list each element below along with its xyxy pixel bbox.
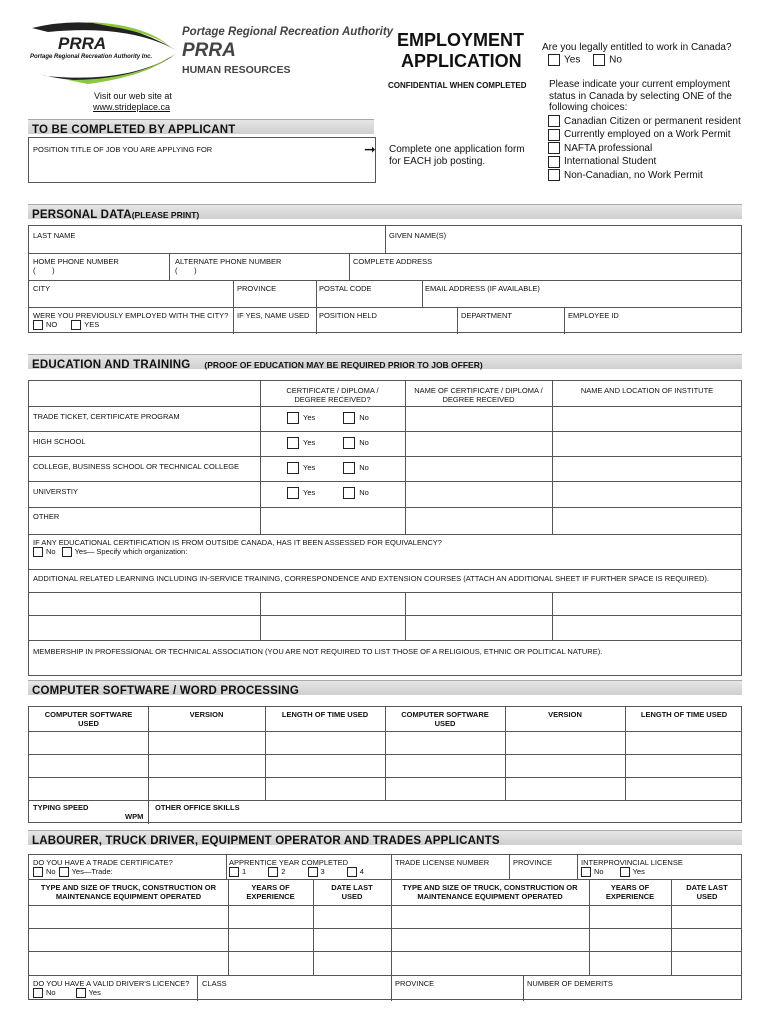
city-label: CITY <box>33 284 51 293</box>
cert-received-header <box>260 386 405 404</box>
entitled-options <box>548 54 622 66</box>
header-line: COMPUTER SOFTWARE <box>44 710 133 719</box>
licence-no-label: No <box>46 988 56 997</box>
software-heading: COMPUTER SOFTWARE / WORD PROCESSING <box>32 685 300 697</box>
edu-row-trade: TRADE TICKET, CERTIFICATE PROGRAM <box>33 412 180 421</box>
status-checkbox[interactable] <box>548 129 560 141</box>
prev-employed-options <box>33 320 99 330</box>
status-option-label: International Student <box>564 156 657 168</box>
prev-yes-label: YES <box>84 320 100 329</box>
outside-canada-question: IF ANY EDUCATIONAL CERTIFICATION IS FROM OUTSIDE CANADA, HAS IT BEEN ASSESSED FOR EQUIVALENCY? <box>33 538 442 547</box>
equipment-col-header <box>29 883 228 901</box>
no-label: No <box>359 437 369 447</box>
org-short: PRRA <box>182 40 236 61</box>
year-label: 2 <box>281 867 286 876</box>
entitled-yes-label: Yes <box>564 54 581 66</box>
date-col-header <box>313 883 391 901</box>
trade-province-label: PROVINCE <box>513 858 553 867</box>
trade-no-checkbox[interactable] <box>33 867 43 877</box>
header-line: COMPUTER SOFTWARE <box>401 710 489 719</box>
education-section-header <box>28 354 742 369</box>
trades-section-header <box>28 830 742 845</box>
header-line: TYPE AND SIZE OF TRUCK, CONSTRUCTION OR <box>402 883 578 892</box>
other-skills-label: OTHER OFFICE SKILLS <box>155 803 240 812</box>
software-section-header <box>28 680 742 695</box>
status-instruction-line: following choices: <box>549 102 628 113</box>
apprentice-options <box>229 867 364 877</box>
address-label: COMPLETE ADDRESS <box>353 257 433 266</box>
drivers-licence-question: DO YOU HAVE A VALID DRIVER'S LICENCE? <box>33 979 190 988</box>
interprovincial-label: INTERPROVINCIAL LICENSE <box>581 858 683 867</box>
trade-yes-label: Yes—Trade: <box>71 867 113 876</box>
equipment-col-header <box>391 883 589 901</box>
entitled-no-checkbox[interactable] <box>593 54 605 66</box>
yes-label: Yes <box>303 462 316 472</box>
status-option[interactable] <box>548 115 741 128</box>
applicant-section-header <box>28 119 374 134</box>
education-heading: EDUCATION AND TRAINING <box>32 359 191 371</box>
outside-yes-label: Yes— Specify which organization: <box>74 547 188 556</box>
demerits-label: NUMBER OF DEMERITS <box>527 979 613 988</box>
status-instructions <box>549 79 732 114</box>
inter-yes-checkbox[interactable] <box>620 867 630 877</box>
status-checkbox[interactable] <box>548 115 560 127</box>
no-checkbox[interactable] <box>343 412 355 424</box>
department-label: DEPARTMENT <box>461 311 512 320</box>
years-col-header <box>228 883 313 901</box>
length-col-header: LENGTH OF TIME USED <box>281 710 369 719</box>
confidential-note: CONFIDENTIAL WHEN COMPLETED <box>388 81 527 90</box>
header-line: YEARS OF <box>251 883 290 892</box>
personal-heading: PERSONAL DATA <box>32 209 132 221</box>
status-options <box>548 115 741 182</box>
status-option-label: Currently employed on a Work Permit <box>564 129 731 141</box>
inter-no-label: No <box>594 867 604 876</box>
membership-label: MEMBERSHIP IN PROFESSIONAL OR TECHNICAL ASSOCIATION (YOU ARE NOT REQUIRED TO LIST THOSE OF A RELIGIOUS, ETHNIC OR POLITICAL NATURE). <box>33 647 603 656</box>
yes-label: Yes <box>303 487 316 497</box>
position-held-label: POSITION HELD <box>319 311 377 320</box>
website-link[interactable]: www.strideplace.ca <box>93 102 171 112</box>
header-line: USED <box>78 719 99 728</box>
apprentice-label: APPRENTICE YEAR COMPLETED <box>229 858 349 867</box>
header-line: MAINTENANCE EQUIPMENT OPERATED <box>55 892 202 901</box>
software-col-header <box>29 710 148 728</box>
no-checkbox[interactable] <box>343 437 355 449</box>
status-option[interactable] <box>548 128 741 141</box>
visit-text: Visit our web site at <box>94 91 172 101</box>
prev-employed-label: WERE YOU PREVIOUSLY EMPLOYED WITH THE CITY? <box>33 311 229 320</box>
licence-yes-label: Yes <box>88 988 101 997</box>
edu-row-other: OTHER <box>33 512 60 521</box>
status-option-label: NAFTA professional <box>564 142 653 154</box>
outside-yes-checkbox[interactable] <box>62 547 72 557</box>
note-line: for EACH job posting. <box>389 156 486 167</box>
position-field[interactable] <box>28 137 376 183</box>
trades-heading: LABOURER, TRUCK DRIVER, EQUIPMENT OPERATOR AND TRADES APPLICANTS <box>32 835 500 847</box>
header-line: USED <box>434 719 456 728</box>
applicant-heading: TO BE COMPLETED BY APPLICANT <box>32 124 236 136</box>
form-title-1: EMPLOYMENT <box>397 30 525 50</box>
note-line: Complete one application form <box>389 144 525 155</box>
header-line: NAME OF CERTIFICATE / DIPLOMA / <box>414 386 543 395</box>
interprovincial-options <box>581 867 645 877</box>
institute-header: NAME AND LOCATION OF INSTITUTE <box>580 386 714 395</box>
alt-phone-paren: ( ) <box>175 266 197 275</box>
personal-section-header <box>28 204 742 219</box>
personal-grid <box>28 225 742 333</box>
software-grid <box>28 706 742 823</box>
header-line: USED <box>341 892 363 901</box>
status-option-label: Non-Canadian, no Work Permit <box>564 169 703 181</box>
arrow-right-icon: ➞ <box>364 141 376 157</box>
org-name: Portage Regional Recreation Authority <box>182 26 394 38</box>
outside-no-label: No <box>46 547 56 556</box>
edu-row-highschool: HIGH SCHOOL <box>33 437 86 446</box>
status-option[interactable] <box>548 142 741 155</box>
trades-grid <box>28 854 742 1000</box>
status-instruction-line: Please indicate your current employment <box>549 79 731 90</box>
year-checkbox[interactable] <box>268 867 278 877</box>
postal-label: POSTAL CODE <box>319 284 372 293</box>
license-number-label: TRADE LICENSE NUMBER <box>395 858 490 867</box>
outside-no-checkbox[interactable] <box>33 547 43 557</box>
edu-yes-no <box>287 462 369 474</box>
home-phone-paren: ( ) <box>33 266 55 275</box>
status-option[interactable] <box>548 155 741 168</box>
licence-no-checkbox[interactable] <box>33 988 43 998</box>
status-option-label: Canadian Citizen or permanent resident <box>564 116 741 127</box>
trade-yes-checkbox[interactable] <box>59 867 69 877</box>
dept-name: HUMAN RESOURCES <box>182 64 291 76</box>
given-name-label: GIVEN NAME(S) <box>389 231 447 240</box>
header-line: EXPERIENCE <box>605 892 655 901</box>
yes-checkbox[interactable] <box>287 412 299 424</box>
typing-speed-label: TYPING SPEED <box>33 803 89 812</box>
trade-no-label: No <box>46 867 56 876</box>
yes-checkbox[interactable] <box>287 437 299 449</box>
home-phone-label: HOME PHONE NUMBER <box>33 257 119 266</box>
logo-text: PRRA <box>58 34 107 53</box>
one-form-note <box>389 144 525 168</box>
outside-canada-options <box>33 547 187 557</box>
year-checkbox[interactable] <box>347 867 357 877</box>
logo-subtext: Portage Regional Recreation Authority Inc. <box>30 54 153 60</box>
header-line: MAINTENANCE EQUIPMENT OPERATED <box>417 892 563 901</box>
year-label: 3 <box>320 867 325 876</box>
no-checkbox[interactable] <box>343 487 355 499</box>
entitled-yes-checkbox[interactable] <box>548 54 560 66</box>
status-checkbox[interactable] <box>548 156 560 168</box>
years-col-header <box>589 883 671 901</box>
edu-yes-no <box>287 412 369 424</box>
last-name-label: LAST NAME <box>33 231 76 240</box>
province-label: PROVINCE <box>237 284 277 293</box>
no-label: No <box>359 412 369 422</box>
cert-name-header <box>405 386 552 404</box>
length-col-header: LENGTH OF TIME USED <box>640 710 728 719</box>
prev-no-label: NO <box>46 320 58 329</box>
status-option[interactable] <box>548 169 741 182</box>
header-line: TYPE AND SIZE OF TRUCK, CONSTRUCTION OR <box>40 883 217 892</box>
entitled-question: Are you legally entitled to work in Canada? <box>542 42 732 53</box>
header-line: DEGREE RECEIVED? <box>294 395 371 404</box>
education-grid <box>28 380 742 676</box>
no-label: No <box>359 487 369 497</box>
header-line: DATE LAST <box>331 883 373 892</box>
trade-cert-options <box>33 867 113 877</box>
yes-checkbox[interactable] <box>287 462 299 474</box>
additional-learning-label: ADDITIONAL RELATED LEARNING INCLUDING IN-SERVICE TRAINING, CORRESPONDENCE AND EXTENSION COURSES (ATTACH AN ADDITIONAL SHEET IF FURTHER SPACE IS REQUIRED). <box>33 574 709 583</box>
name-used-label: IF YES, NAME USED <box>237 311 310 320</box>
version-col-header: VERSION <box>548 710 582 719</box>
yes-checkbox[interactable] <box>287 487 299 499</box>
header-line: USED <box>696 892 718 901</box>
licence-province-label: PROVINCE <box>395 979 435 988</box>
email-label: EMAIL ADDRESS (IF AVAILABLE) <box>425 284 540 293</box>
prev-yes-checkbox[interactable] <box>71 320 81 330</box>
employee-id-label: EMPLOYEE ID <box>568 311 619 320</box>
edu-yes-no <box>287 437 369 449</box>
drivers-licence-options <box>33 988 101 998</box>
licence-yes-checkbox[interactable] <box>76 988 86 998</box>
no-label: No <box>359 462 369 472</box>
inter-no-checkbox[interactable] <box>581 867 591 877</box>
entitled-no-label: No <box>609 54 622 66</box>
yes-label: Yes <box>303 437 316 447</box>
prev-no-checkbox[interactable] <box>33 320 43 330</box>
education-subheading: (PROOF OF EDUCATION MAY BE REQUIRED PRIOR TO JOB OFFER) <box>204 360 483 370</box>
header-line: YEARS OF <box>610 883 650 892</box>
year-checkbox[interactable] <box>308 867 318 877</box>
logo <box>28 14 178 89</box>
edu-row-college: COLLEGE, BUSINESS SCHOOL OR TECHNICAL COLLEGE <box>33 462 240 471</box>
version-col-header: VERSION <box>189 710 224 719</box>
status-checkbox[interactable] <box>548 169 560 181</box>
status-checkbox[interactable] <box>548 142 560 154</box>
status-instruction-line: status in Canada by selecting ONE of the <box>549 90 732 102</box>
position-label: POSITION TITLE OF JOB YOU ARE APPLYING FOR <box>33 145 213 154</box>
date-col-header <box>671 883 743 901</box>
wpm-label: WPM <box>125 812 144 821</box>
header-line: DEGREE RECEIVED <box>442 395 515 404</box>
header-line: EXPERIENCE <box>246 892 295 901</box>
header-line: DATE LAST <box>686 883 728 892</box>
year-checkbox[interactable] <box>229 867 239 877</box>
edu-yes-no <box>287 487 369 499</box>
year-label: 4 <box>359 867 364 876</box>
yes-label: Yes <box>303 412 316 422</box>
trade-cert-question: DO YOU HAVE A TRADE CERTIFICATE? <box>33 858 173 867</box>
alt-phone-label: ALTERNATE PHONE NUMBER <box>175 257 282 266</box>
edu-row-university: UNIVERSTIY <box>33 487 79 496</box>
header-line: CERTIFICATE / DIPLOMA / <box>286 386 379 395</box>
no-checkbox[interactable] <box>343 462 355 474</box>
form-title-2: APPLICATION <box>401 51 522 71</box>
inter-yes-label: Yes <box>632 867 645 876</box>
software-col-header <box>385 710 505 728</box>
licence-class-label: CLASS <box>202 979 227 988</box>
personal-subheading: (PLEASE PRINT) <box>131 210 200 220</box>
year-label: 1 <box>242 867 247 876</box>
